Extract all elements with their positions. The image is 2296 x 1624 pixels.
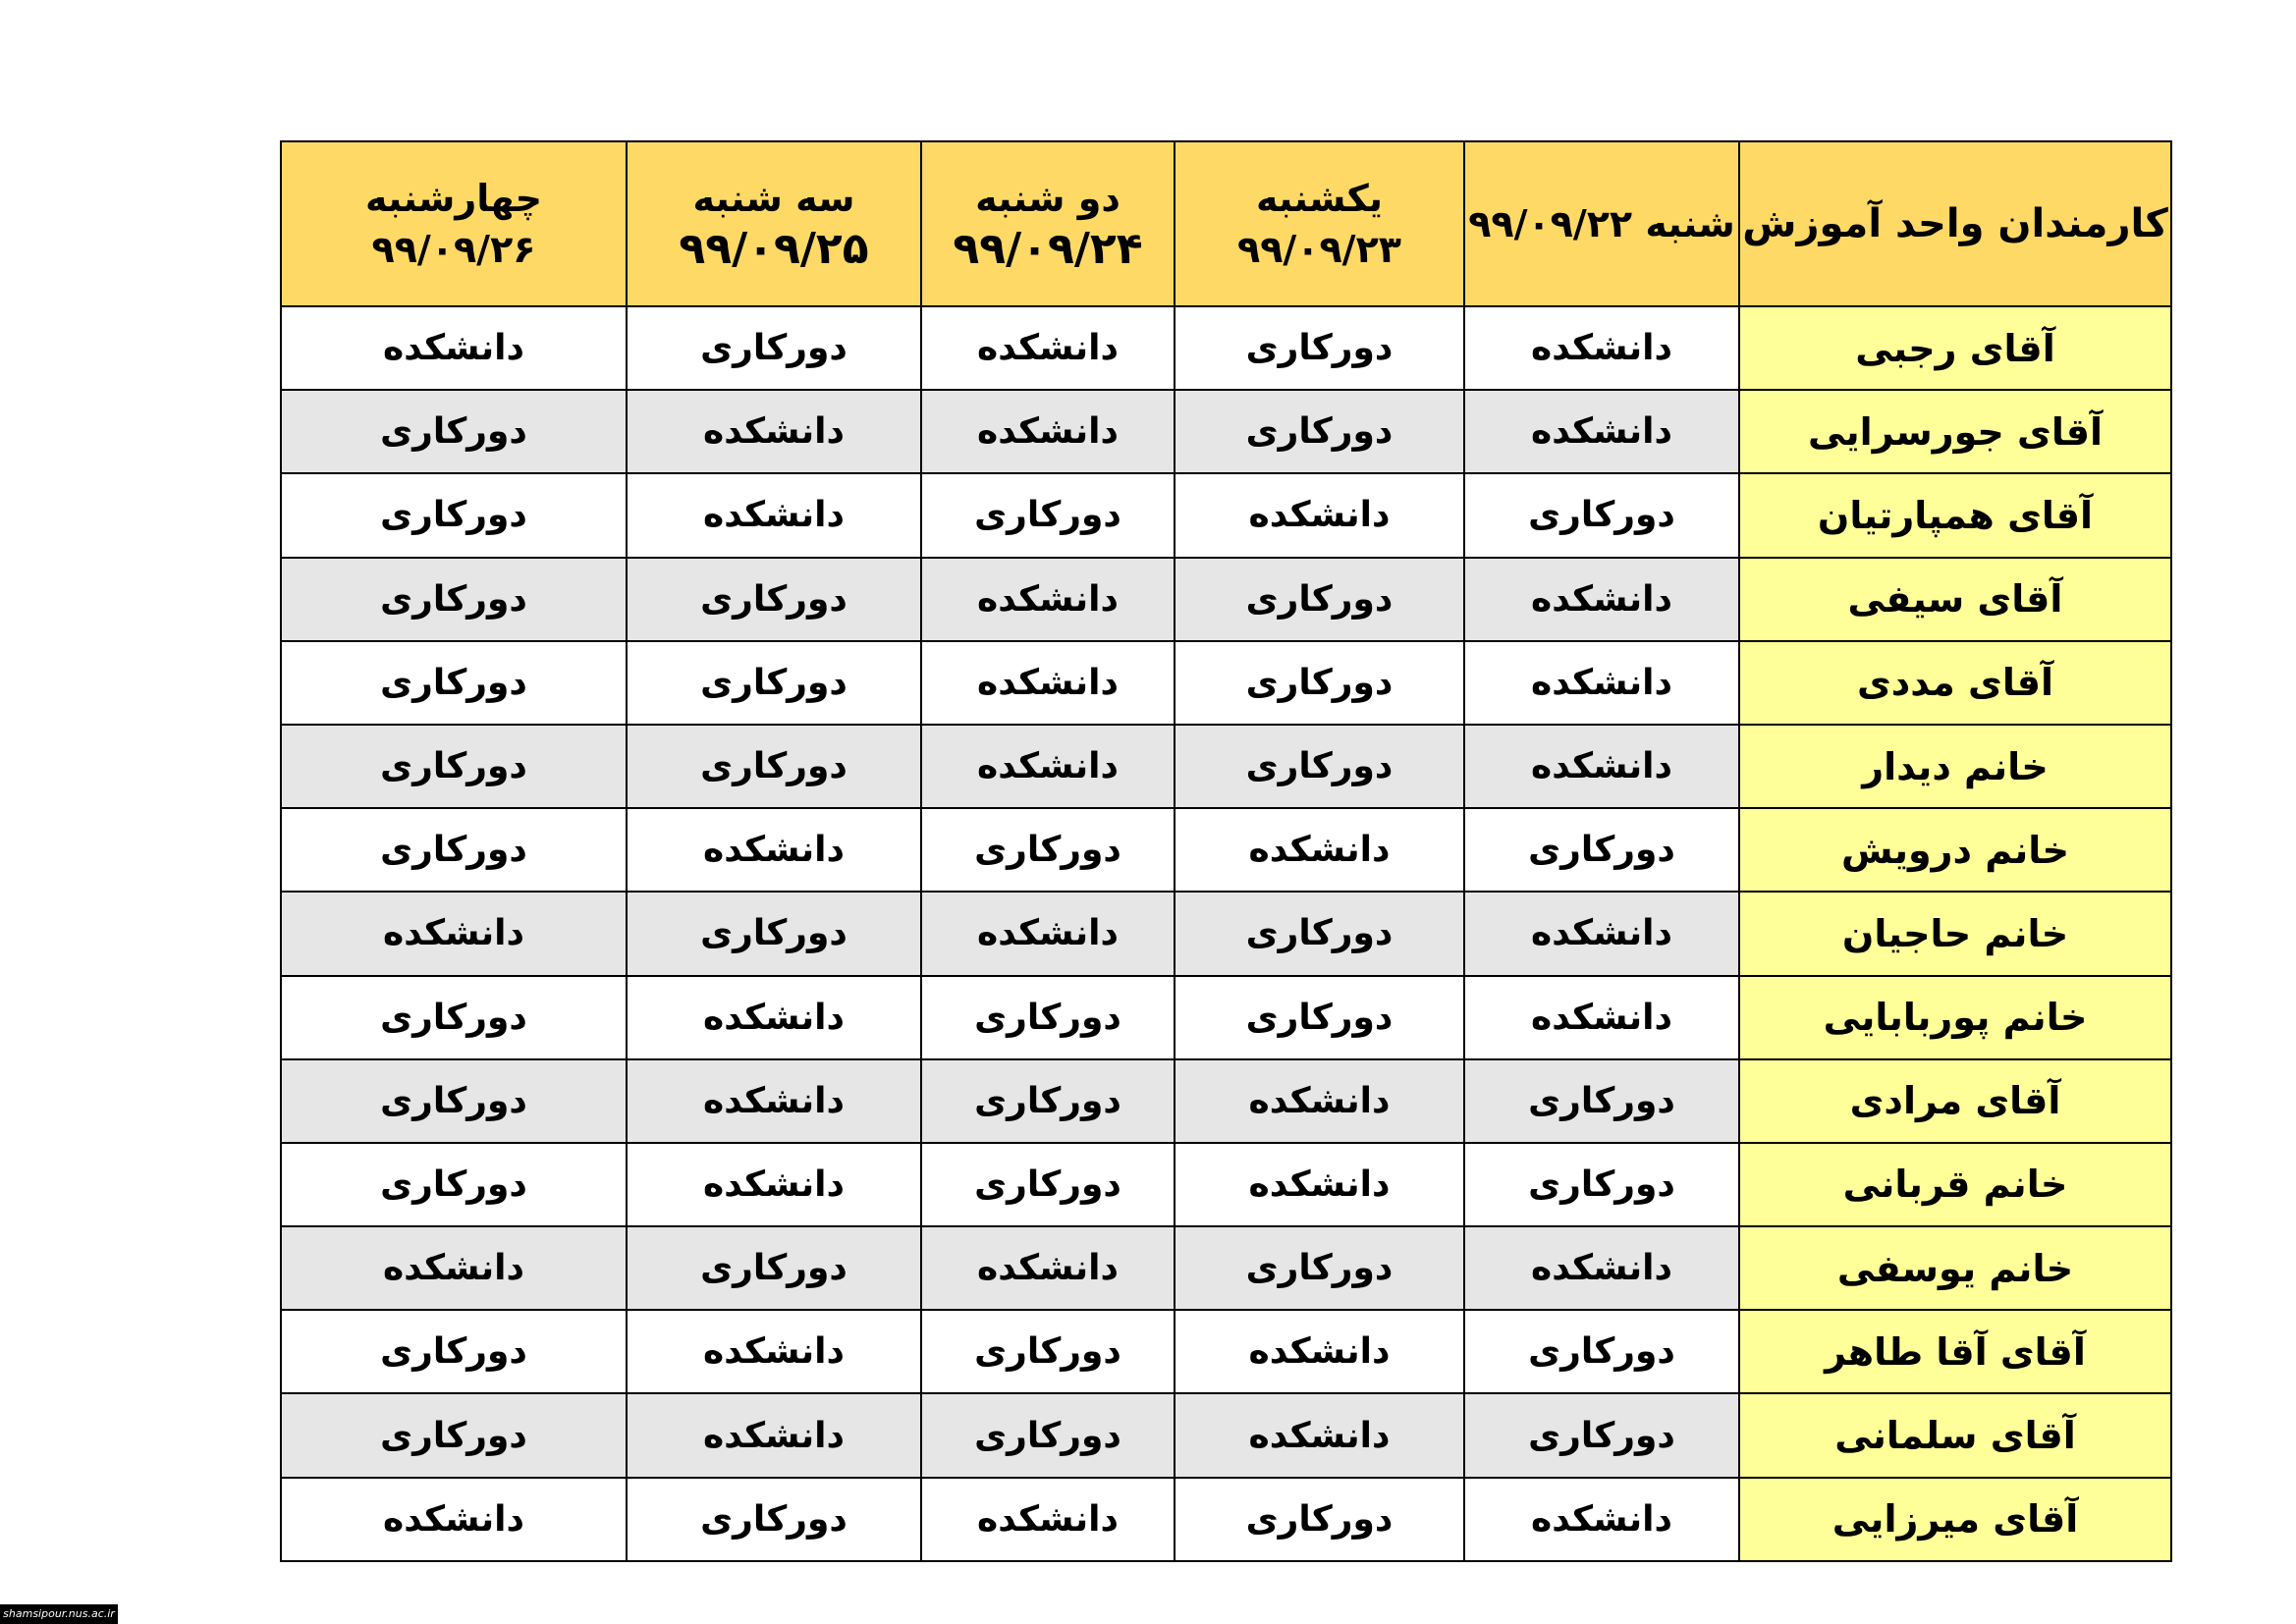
header-day-saturday-label: شنبه ۹۹/۰۹/۲۲ — [1468, 202, 1735, 245]
staff-name-cell: خانم دیدار — [1739, 725, 2171, 808]
table-row — [281, 1310, 2171, 1393]
attendance-cell: دورکاری — [921, 976, 1175, 1059]
header-staff-name: کارمندان واحد آموزش — [1739, 141, 2171, 306]
attendance-cell: دورکاری — [1464, 1393, 1739, 1477]
staff-name-cell: آقای سیفی — [1739, 558, 2171, 641]
attendance-cell: دورکاری — [627, 558, 921, 641]
schedule-header — [281, 141, 2171, 306]
attendance-cell: دانشکده — [1175, 1059, 1464, 1143]
table-row — [281, 725, 2171, 808]
attendance-cell: دانشکده — [1464, 306, 1739, 390]
staff-name-cell: خانم درویش — [1739, 808, 2171, 892]
header-day-monday-date: ۹۹/۰۹/۲۴ — [953, 224, 1143, 274]
staff-name-cell: آقای همپارتیان — [1739, 473, 2171, 557]
attendance-cell: دورکاری — [1175, 976, 1464, 1059]
table-row — [281, 390, 2171, 473]
attendance-cell: دانشکده — [627, 473, 921, 557]
attendance-cell: دورکاری — [281, 641, 627, 725]
header-day-wednesday — [281, 141, 627, 306]
attendance-cell: دانشکده — [627, 1393, 921, 1477]
attendance-cell: دانشکده — [1464, 558, 1739, 641]
attendance-cell: دانشکده — [1464, 976, 1739, 1059]
table-row — [281, 306, 2171, 390]
table-row — [281, 1393, 2171, 1477]
attendance-cell: دورکاری — [281, 558, 627, 641]
attendance-cell: دورکاری — [627, 1478, 921, 1561]
website-badge: shamsipour.nus.ac.ir — [0, 1604, 118, 1624]
attendance-cell: دورکاری — [281, 1393, 627, 1477]
attendance-cell: دانشکده — [921, 1226, 1175, 1310]
staff-name-cell: آقای جورسرایی — [1739, 390, 2171, 473]
staff-name-cell: خانم قربانی — [1739, 1143, 2171, 1226]
attendance-cell: دانشکده — [1175, 1143, 1464, 1226]
attendance-cell: دانشکده — [1464, 641, 1739, 725]
table-row — [281, 976, 2171, 1059]
attendance-cell: دورکاری — [921, 1393, 1175, 1477]
header-day-monday — [921, 141, 1175, 306]
attendance-cell: دانشکده — [627, 976, 921, 1059]
attendance-cell: دورکاری — [921, 1310, 1175, 1393]
attendance-cell: دانشکده — [921, 306, 1175, 390]
staff-name-cell: آقای مددی — [1739, 641, 2171, 725]
attendance-cell: دورکاری — [1175, 892, 1464, 975]
attendance-cell: دانشکده — [627, 1310, 921, 1393]
header-day-wednesday-label: چهارشنبه ۹۹/۰۹/۲۶ — [364, 177, 543, 271]
attendance-cell: دورکاری — [1175, 641, 1464, 725]
header-row — [281, 141, 2171, 306]
attendance-cell: دورکاری — [281, 976, 627, 1059]
attendance-cell: دورکاری — [1175, 1478, 1464, 1561]
attendance-cell: دورکاری — [281, 1310, 627, 1393]
attendance-cell: دورکاری — [627, 641, 921, 725]
table-row — [281, 641, 2171, 725]
header-day-sunday — [1175, 141, 1464, 306]
staff-name-cell: خانم یوسفی — [1739, 1226, 2171, 1310]
table-row — [281, 892, 2171, 975]
attendance-cell: دورکاری — [627, 892, 921, 975]
attendance-cell: دورکاری — [627, 306, 921, 390]
table-row — [281, 1478, 2171, 1561]
attendance-cell: دانشکده — [1175, 808, 1464, 892]
attendance-cell: دورکاری — [281, 473, 627, 557]
staff-name-cell: خانم پوربابایی — [1739, 976, 2171, 1059]
header-day-sunday-label: یکشنبه ۹۹/۰۹/۲۳ — [1237, 177, 1401, 271]
header-day-tuesday — [627, 141, 921, 306]
table-row — [281, 558, 2171, 641]
attendance-cell: دانشکده — [921, 558, 1175, 641]
attendance-cell: دانشکده — [281, 1226, 627, 1310]
staff-name-cell: خانم حاجیان — [1739, 892, 2171, 975]
attendance-cell: دورکاری — [1175, 725, 1464, 808]
attendance-cell: دورکاری — [921, 1059, 1175, 1143]
table-row — [281, 1143, 2171, 1226]
attendance-cell: دانشکده — [281, 1478, 627, 1561]
attendance-cell: دانشکده — [1464, 1226, 1739, 1310]
attendance-cell: دورکاری — [1464, 1143, 1739, 1226]
attendance-cell: دورکاری — [281, 1143, 627, 1226]
schedule-body — [281, 306, 2171, 1561]
attendance-cell: دورکاری — [1175, 306, 1464, 390]
staff-name-cell: آقای آقا طاهر — [1739, 1310, 2171, 1393]
attendance-cell: دورکاری — [921, 473, 1175, 557]
attendance-cell: دانشکده — [921, 725, 1175, 808]
attendance-cell: دانشکده — [281, 306, 627, 390]
attendance-cell: دانشکده — [1464, 892, 1739, 975]
attendance-cell: دانشکده — [1464, 1478, 1739, 1561]
attendance-cell: دورکاری — [1464, 808, 1739, 892]
attendance-cell: دورکاری — [921, 1143, 1175, 1226]
attendance-cell: دورکاری — [281, 725, 627, 808]
attendance-cell: دانشکده — [921, 892, 1175, 975]
attendance-cell: دورکاری — [1464, 1059, 1739, 1143]
attendance-cell: دانشکده — [281, 892, 627, 975]
staff-name-cell: آقای رجبی — [1739, 306, 2171, 390]
staff-name-cell: آقای میرزایی — [1739, 1478, 2171, 1561]
attendance-cell: دانشکده — [1464, 725, 1739, 808]
attendance-cell: دورکاری — [1175, 390, 1464, 473]
header-day-saturday — [1464, 141, 1739, 306]
attendance-cell: دانشکده — [627, 1143, 921, 1226]
attendance-cell: دانشکده — [1175, 1310, 1464, 1393]
attendance-cell: دورکاری — [1175, 558, 1464, 641]
staff-name-cell: آقای مرادی — [1739, 1059, 2171, 1143]
attendance-cell: دورکاری — [627, 725, 921, 808]
attendance-cell: دورکاری — [281, 808, 627, 892]
attendance-cell: دانشکده — [627, 1059, 921, 1143]
table-row — [281, 808, 2171, 892]
attendance-cell: دانشکده — [1175, 1393, 1464, 1477]
header-day-tuesday-date: ۹۹/۰۹/۲۵ — [679, 224, 869, 274]
attendance-cell: دورکاری — [281, 390, 627, 473]
attendance-cell: دورکاری — [627, 1226, 921, 1310]
attendance-cell: دورکاری — [281, 1059, 627, 1143]
attendance-cell: دانشکده — [1464, 390, 1739, 473]
table-row — [281, 1059, 2171, 1143]
attendance-cell: دانشکده — [1175, 473, 1464, 557]
attendance-cell: دورکاری — [1464, 1310, 1739, 1393]
staff-name-cell: آقای سلمانی — [1739, 1393, 2171, 1477]
attendance-cell: دانشکده — [627, 390, 921, 473]
attendance-cell: دورکاری — [1175, 1226, 1464, 1310]
attendance-cell: دانشکده — [921, 641, 1175, 725]
table-row — [281, 473, 2171, 557]
header-day-monday-label: دو شنبه — [975, 177, 1121, 220]
table-row — [281, 1226, 2171, 1310]
attendance-cell: دانشکده — [627, 808, 921, 892]
attendance-cell: دورکاری — [921, 808, 1175, 892]
attendance-cell: دانشکده — [921, 390, 1175, 473]
schedule-table — [280, 140, 2172, 1562]
header-day-tuesday-label: سه شنبه — [692, 177, 855, 220]
attendance-cell: دانشکده — [921, 1478, 1175, 1561]
attendance-cell: دورکاری — [1464, 473, 1739, 557]
